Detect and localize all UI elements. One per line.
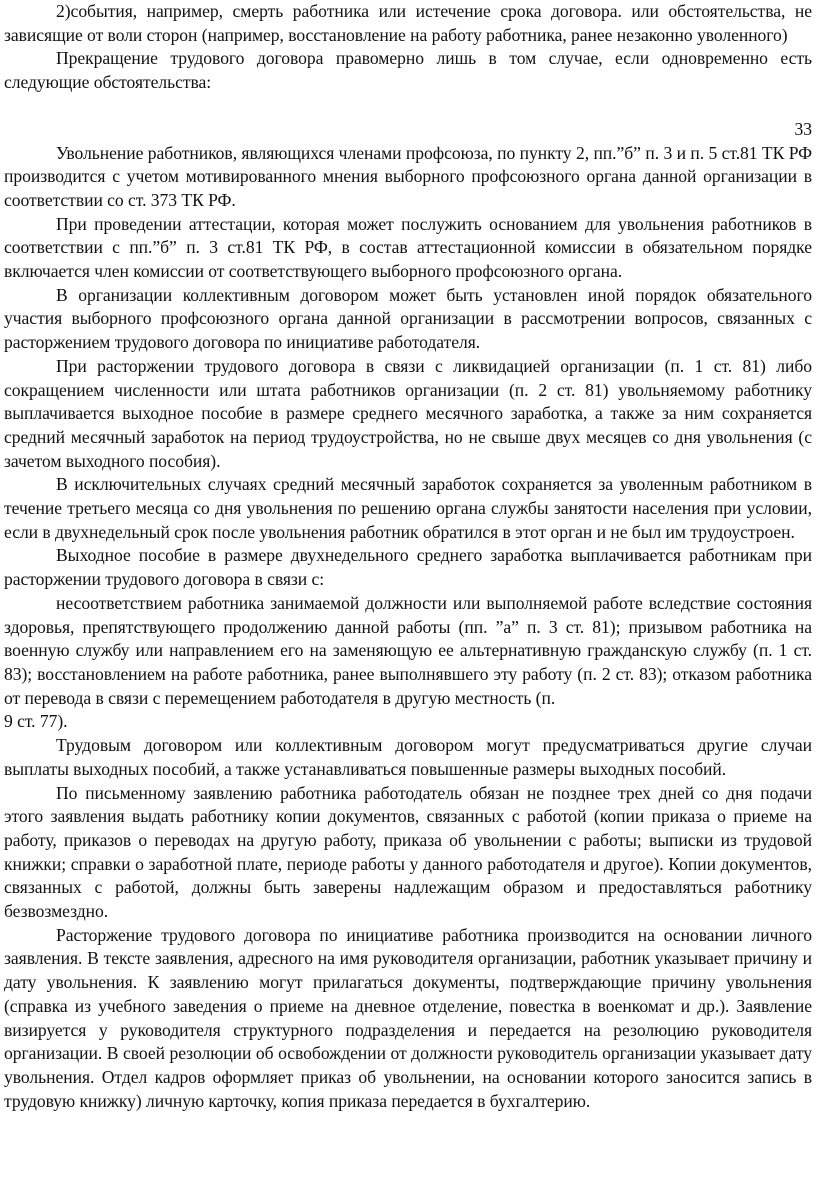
paragraph-lawful-termination: Прекращение трудового договора правомерно лишь в том случае, если одновременно есть следующие обстоятельства: (4, 48, 812, 93)
paragraph-attestation: При проведении аттестации, которая может послужить основанием для увольнения работников в соответствии с пп.”б” п. 3 ст.81 ТК РФ, в состав аттестационной комиссии в обязательном порядке включается член комиссии от соответствующего выборного профсоюзного органа. (4, 213, 812, 282)
page-number: 33 (794, 118, 812, 139)
paragraph-union-members: Увольнение работников, являющихся членами профсоюза, по пункту 2, пп.”б” п. 3 и п. 5 ст.81 ТК РФ производится с учетом мотивированного мнения выборного профсоюзного органа данной организации в соответствии со ст. 373 ТК РФ. (4, 142, 812, 210)
paragraph-employee-initiative: Расторжение трудового договора по инициативе работника производится на основании личного заявления. В тексте заявления, адресного на имя руководителя организации, работник указывает причину и дату увольнения. К заявлению могут прилагаться документы, подтверждающие причину увольнения (справка из учебного заведения о приеме на дневное отделение, повестка в военкомат и др.). Заявление визируется у руководителя структурного подразделения и передается на резолюцию руководителя организации. В своей резолюции об освобождении от должности руководитель организации указывает дату увольнения. Отдел кадров оформляет приказ об увольнении, на основании которого заносится запись в трудовую книжку) личную карточку, копия приказа передается в бухгалтерию. (4, 924, 812, 1111)
document-page (4, 0, 812, 1113)
paragraph-liquidation: При расторжении трудового договора в связи с ликвидацией организации (п. 1 ст. 81) либо сокращением численности или штата работников организации (п. 2 ст. 81) увольняемому работнику выплачивается выходное пособие в размере среднего месячного заработка, а также за ним сохраняется средний месячный заработок на период трудоустройства, но не свыше двух месяцев со дня увольнения (с зачетом выходного пособия). (4, 355, 812, 471)
paragraph-grounds-list: несоответствием работника занимаемой должности или выполняемой работе вследствие состояния здоровья, препятствующего продолжению данной работы (пп. ”а” п. 3 ст. 81); призывом работника на военную службу или направлением его на заменяющую ее альтернативную гражданскую службу (п. 1 ст. 83); восстановлением на работе работника, ранее выполнявшего эту работу (п. 2 ст. 83); отказом работника от перевода в связи с перемещением работодателя в другую местность (п. (4, 592, 812, 708)
paragraph-other-cases: Трудовым договором или коллективным договором могут предусматриваться другие случаи выплаты выходных пособий, а также устанавливаться повышенные размеры выходных пособий. (4, 735, 812, 779)
paragraph-document-copies: По письменному заявлению работника работодатель обязан не позднее трех дней со дня подачи этого заявления выдать работнику копии документов, связанных с работой (копии приказа о приеме на работу, приказов о переводах на другую работу, приказа об увольнении с работы; выписки из трудовой книжки; справки о заработной плате, периоде работы у данного работодателя и другое). Копии документов, связанных с работой, должны быть заверены надлежащим образом и предоставляться работнику безвозмездно. (4, 782, 812, 922)
paragraph-events: 2)события, например, смерть работника или истечение срока договора. или обстоятельства, не зависящие от воли сторон (например, восстановление на работу работника, ранее незаконно уволенного) (4, 1, 812, 45)
paragraph-exceptional-cases: В исключительных случаях средний месячный заработок сохраняется за уволенным работником в течение третьего месяца со дня увольнения по решению органа службы занятости населения при условии, если в двухнедельный срок после увольнения работник обратился в этот орган и не был им трудоустроен. (4, 474, 812, 542)
paragraph-severance-two-weeks: Выходное пособие в размере двухнедельного среднего заработка выплачивается работникам при расторжении трудового договора в связи с: (4, 545, 812, 590)
blank-gap (4, 95, 812, 118)
paragraph-grounds-list-end: 9 ст. 77). (4, 711, 68, 732)
paragraph-collective-agreement: В организации коллективным договором может быть установлен иной порядок обязательного участия выборного профсоюзного органа данной организации в рассмотрении вопросов, связанных с расторжением трудового договора по инициативе работодателя. (4, 284, 812, 353)
